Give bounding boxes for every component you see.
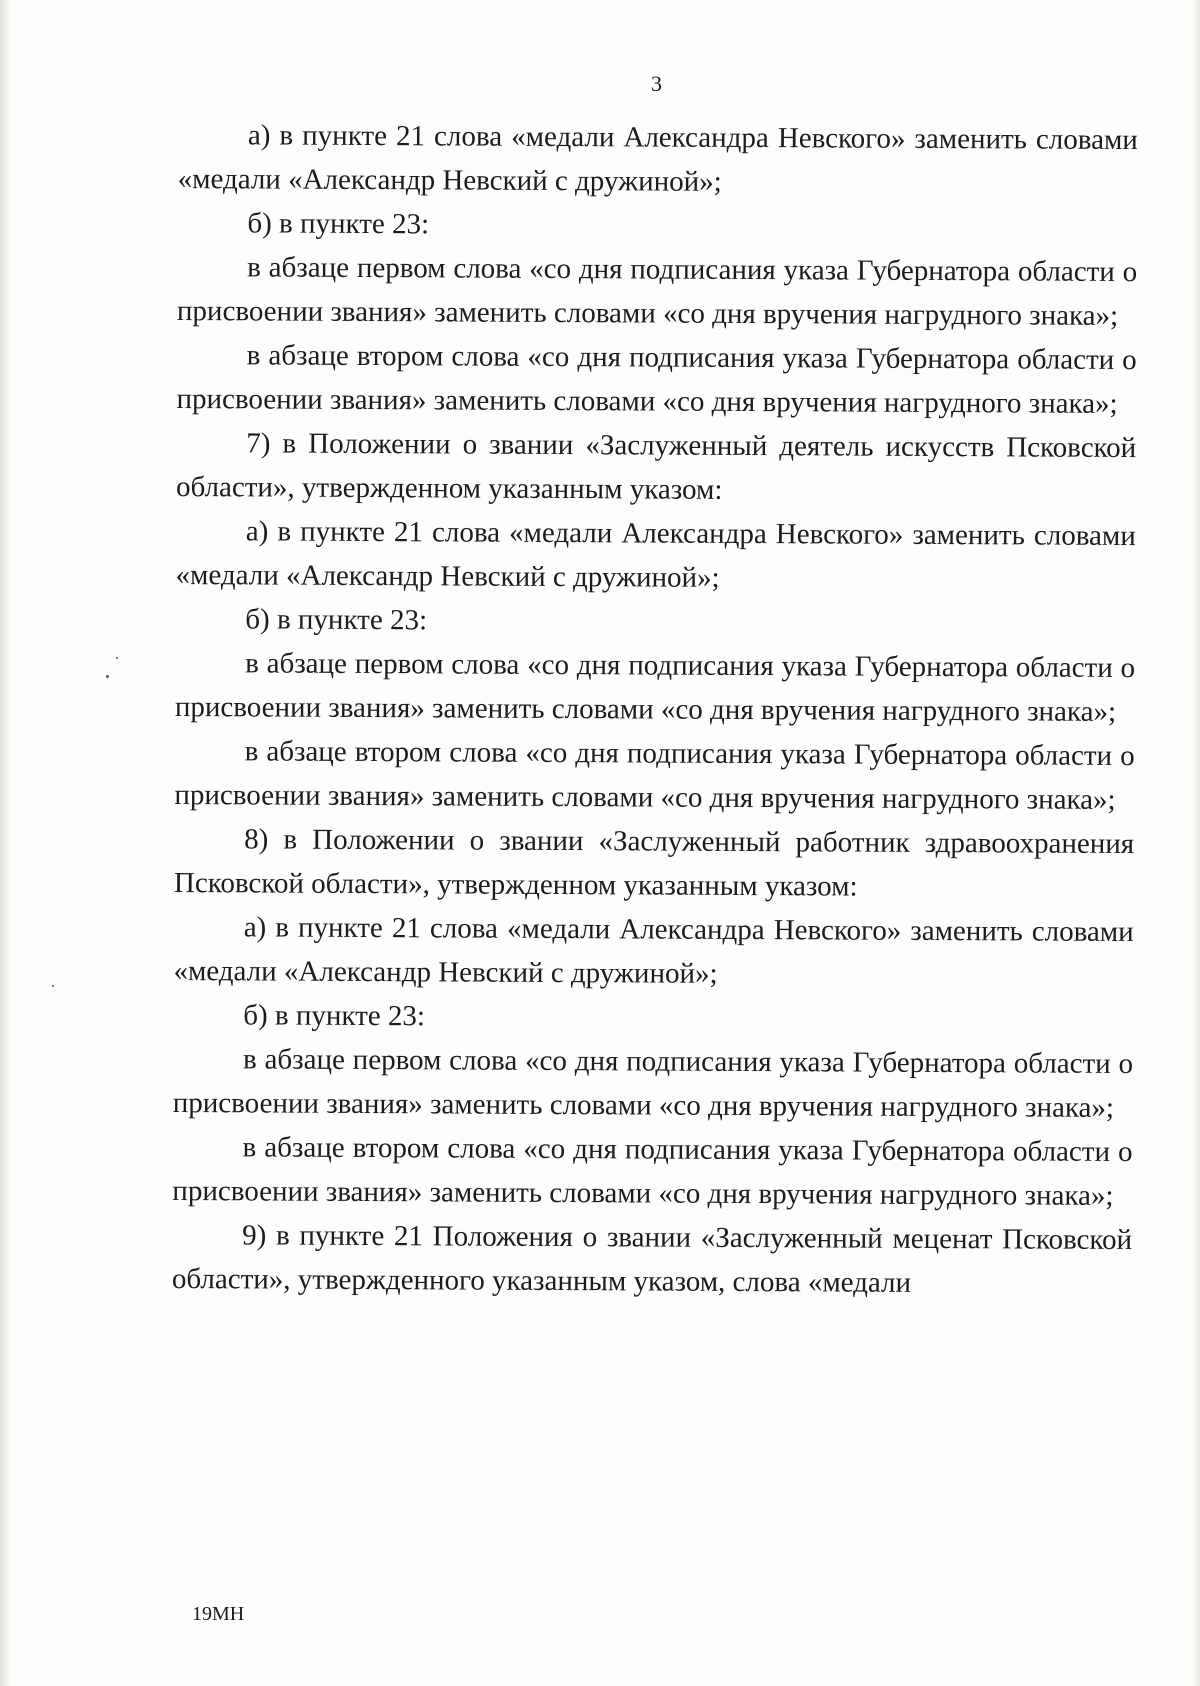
scan-speck	[52, 985, 54, 987]
scan-edge-left	[0, 0, 10, 1686]
paragraph: в абзаце втором слова «со дня подписания указа Губернатора области о присвоении звания» заменить словами «со дня вручения нагрудного знака»;	[176, 339, 1137, 420]
paragraph: б) в пункте 23:	[245, 603, 428, 637]
scan-speck	[116, 657, 118, 659]
paragraph: 8) в Положении о звании «Заслуженный работник здравоохранения Псковской области», утвержденном указанным указом:	[173, 823, 1135, 903]
paragraph: б) в пункте 23:	[243, 999, 426, 1033]
paragraph: в абзаце первом слова «со дня подписания указа Губернатора области о присвоении звания» заменить словами «со дня вручения нагрудного знака»;	[174, 647, 1136, 728]
scan-edge-right	[1192, 0, 1200, 1686]
paragraph: в абзаце первом слова «со дня подписания указа Губернатора области о присвоении звания» заменить словами «со дня вручения нагрудного знака»;	[172, 1043, 1134, 1124]
scan-speck	[106, 675, 109, 678]
paragraph: а) в пункте 21 слова «медали Александра Невского» заменить словами «медали «Александр Невский с дружиной»;	[175, 515, 1136, 594]
paragraph: в абзаце первом слова «со дня подписания указа Губернатора области о присвоении звания» заменить словами «со дня вручения нагрудного знака»;	[176, 251, 1138, 332]
paragraph: б) в пункте 23:	[247, 207, 430, 241]
paragraph: 9) в пункте 21 Положения о звании «Заслуженный меценат Псковской области», утвержденного указанным указом, слова «медали	[171, 1219, 1133, 1299]
page-number: 3	[651, 71, 662, 96]
paragraph: а) в пункте 21 слова «медали Александра Невского» заменить словами «медали «Александр Невский с дружиной»;	[177, 119, 1138, 198]
paragraph: в абзаце втором слова «со дня подписания указа Губернатора области о присвоении звания» заменить словами «со дня вручения нагрудного знака»;	[174, 735, 1135, 816]
footer-code: 19МН	[192, 1603, 245, 1625]
paragraph: в абзаце втором слова «со дня подписания указа Губернатора области о присвоении звания» заменить словами «со дня вручения нагрудного знака»;	[172, 1131, 1133, 1212]
paragraph: 7) в Положении о звании «Заслуженный деятель искусств Псковской области», утвержденном указанным указом:	[175, 427, 1137, 506]
paragraph: а) в пункте 21 слова «медали Александра Невского» заменить словами «медали «Александр Невский с дружиной»;	[173, 911, 1134, 990]
document-body	[172, 113, 1138, 1306]
